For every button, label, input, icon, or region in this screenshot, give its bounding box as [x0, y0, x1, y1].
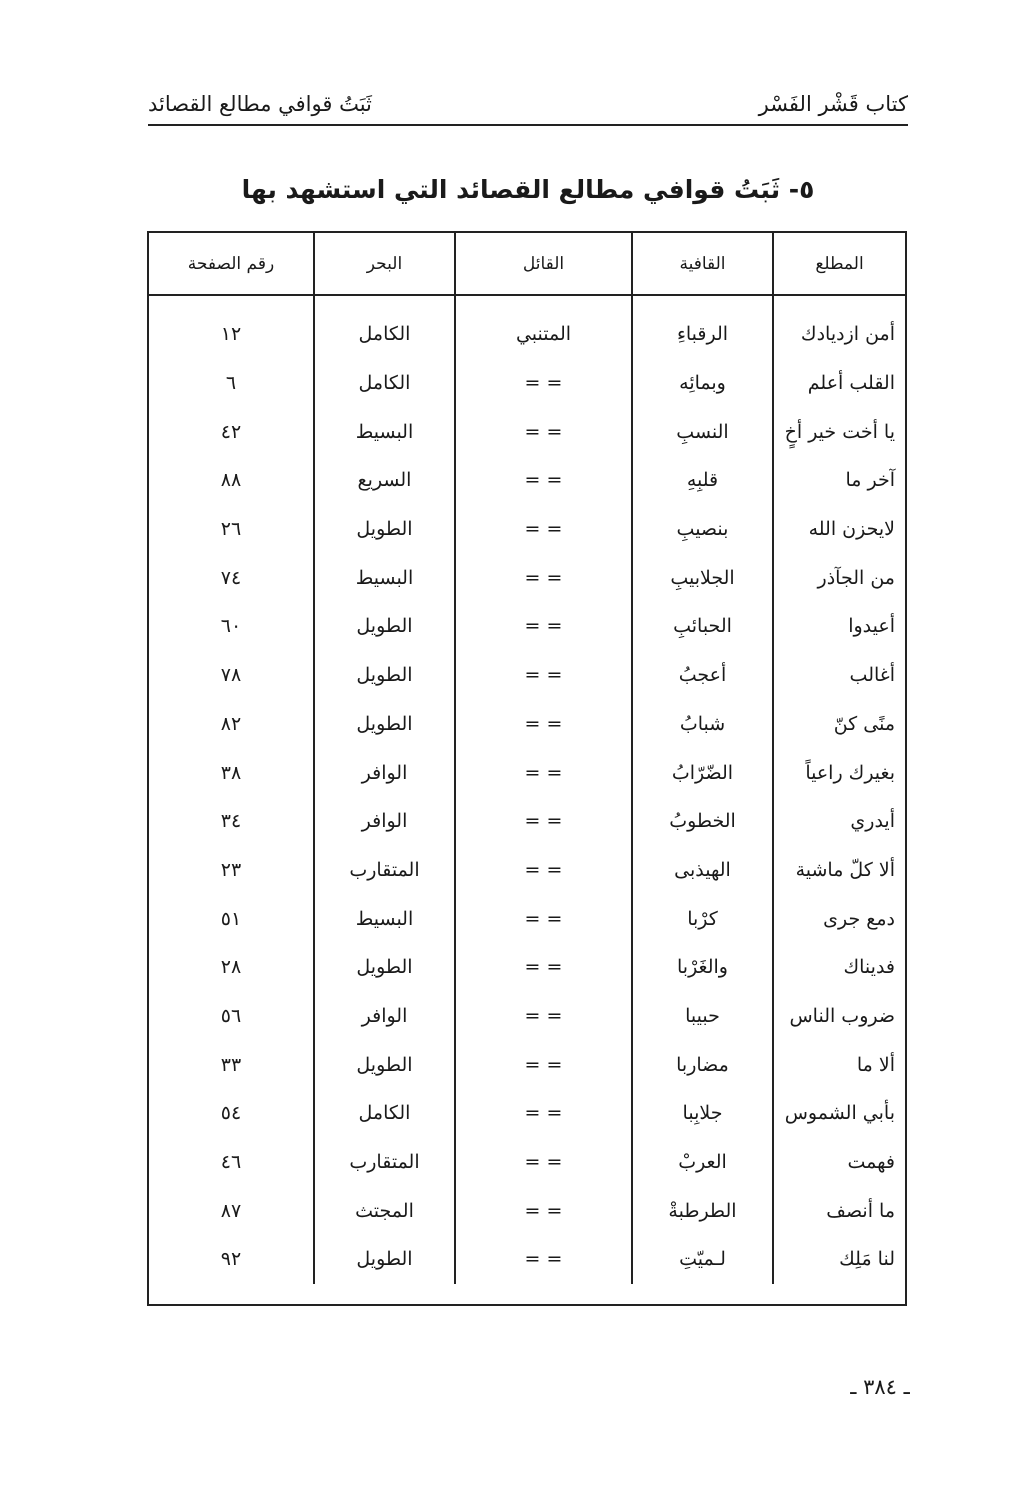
- table-row: [149, 359, 905, 408]
- cell-qael: = =: [455, 651, 632, 700]
- column-header-qafia: القافية: [632, 233, 773, 295]
- cell-bahr: المتقارب: [314, 846, 455, 895]
- cell-qafia: حبيبا: [632, 992, 773, 1041]
- cell-qafia: الخطوبُ: [632, 797, 773, 846]
- table-row: [149, 407, 905, 456]
- cell-page: ٨٢: [220, 712, 242, 735]
- cell-matla: أعيدوا: [773, 602, 905, 651]
- table-row: [149, 1089, 905, 1138]
- cell-page: ٧٨: [220, 664, 242, 687]
- cell-bahr: الكامل: [314, 295, 455, 359]
- cell-matla: لايحزن الله: [773, 505, 905, 554]
- column-header-matla: المطلع: [773, 233, 905, 295]
- cell-qafia: قلبِهِ: [632, 456, 773, 505]
- cell-matla: فديناك: [773, 943, 905, 992]
- cell-bahr: الكامل: [314, 1089, 455, 1138]
- cell-matla: ألا كلّ ماشية: [773, 846, 905, 895]
- cell-page: ٤٢: [220, 420, 242, 443]
- cell-page: ٥١: [220, 907, 242, 930]
- cell-qael: = =: [455, 797, 632, 846]
- cell-matla: لنا مَلِك: [773, 1235, 905, 1284]
- cell-qafia: جلابِبا: [632, 1089, 773, 1138]
- cell-qael: = =: [455, 748, 632, 797]
- cell-matla: ألا ما: [773, 1040, 905, 1089]
- cell-matla: آخر ما: [773, 456, 905, 505]
- cell-matla: ما أنصف: [773, 1186, 905, 1235]
- book-title: كتاب قَشْر الفَسْر: [758, 92, 908, 116]
- cell-page: ٥٤: [220, 1102, 242, 1125]
- cell-matla: ضروب الناس: [773, 992, 905, 1041]
- section-running-title: ثَبَتُ قوافي مطالع القصائد: [148, 92, 372, 116]
- table-row: [149, 553, 905, 602]
- table-row: [149, 992, 905, 1041]
- table-row: [149, 651, 905, 700]
- cell-matla: يا أخت خير أخٍ: [773, 407, 905, 456]
- cell-page: ٢٦: [220, 518, 242, 541]
- table-row: [149, 700, 905, 749]
- cell-bahr: الطويل: [314, 651, 455, 700]
- table-row: [149, 748, 905, 797]
- cell-page: ٣٣: [220, 1053, 242, 1076]
- cell-qafia: مضاربا: [632, 1040, 773, 1089]
- running-header: [148, 88, 908, 126]
- cell-page: ٣٨: [220, 761, 242, 784]
- cell-qael: = =: [455, 602, 632, 651]
- cell-matla: بأبي الشموس: [773, 1089, 905, 1138]
- cell-matla: أيدري: [773, 797, 905, 846]
- cell-bahr: الطويل: [314, 1235, 455, 1284]
- table-row: [149, 1186, 905, 1235]
- table-row: [149, 1235, 905, 1284]
- cell-page: ٣٤: [220, 810, 242, 833]
- cell-qael: = =: [455, 456, 632, 505]
- cell-qael: = =: [455, 1089, 632, 1138]
- cell-bahr: الطويل: [314, 943, 455, 992]
- column-header-bahr: البحر: [314, 233, 455, 295]
- section-title: ٥- ثَبَتُ قوافي مطالع القصائد التي استشهد بها: [241, 175, 815, 204]
- cell-page: ٢٨: [220, 956, 242, 979]
- cell-bahr: الطويل: [314, 602, 455, 651]
- table-row: [149, 846, 905, 895]
- table-row: [149, 295, 905, 359]
- cell-qafia: الهيذبى: [632, 846, 773, 895]
- cell-bahr: الطويل: [314, 505, 455, 554]
- cell-bahr: البسيط: [314, 553, 455, 602]
- table-row: [149, 1138, 905, 1187]
- cell-qafia: لـميّتِ: [632, 1235, 773, 1284]
- cell-qael: = =: [455, 505, 632, 554]
- cell-qafia: النسبِ: [632, 407, 773, 456]
- table-row: [149, 943, 905, 992]
- cell-page: ٦: [225, 372, 237, 395]
- cell-qael: = =: [455, 553, 632, 602]
- cell-bahr: الوافر: [314, 797, 455, 846]
- cell-qafia: الرقباءِ: [632, 295, 773, 359]
- cell-page: ٤٦: [220, 1151, 242, 1174]
- cell-page: ٢٣: [220, 858, 242, 881]
- cell-qael: = =: [455, 894, 632, 943]
- cell-qafia: الطرطبةْ: [632, 1186, 773, 1235]
- cell-matla: من الجآذر: [773, 553, 905, 602]
- cell-matla: فهمت: [773, 1138, 905, 1187]
- table-row: [149, 894, 905, 943]
- cell-qafia: بنصيبِ: [632, 505, 773, 554]
- cell-qafia: الحبائبِ: [632, 602, 773, 651]
- cell-matla: منًى كنّ: [773, 700, 905, 749]
- cell-qael: = =: [455, 992, 632, 1041]
- cell-page: ٥٦: [220, 1004, 242, 1027]
- cell-qael: = =: [455, 1040, 632, 1089]
- cell-bahr: الطويل: [314, 1040, 455, 1089]
- table-row: [149, 456, 905, 505]
- cell-bahr: الوافر: [314, 748, 455, 797]
- cell-qafia: والغَرْبا: [632, 943, 773, 992]
- cell-bahr: الكامل: [314, 359, 455, 408]
- cell-qael: المتنبي: [455, 295, 632, 359]
- cell-bahr: المتقارب: [314, 1138, 455, 1187]
- cell-qael: = =: [455, 1138, 632, 1187]
- cell-matla: القلب أعلم: [773, 359, 905, 408]
- cell-bahr: الوافر: [314, 992, 455, 1041]
- cell-qafia: العربْ: [632, 1138, 773, 1187]
- cell-matla: أغالب: [773, 651, 905, 700]
- cell-bahr: البسيط: [314, 894, 455, 943]
- table-row: [149, 505, 905, 554]
- cell-page: ٩٢: [220, 1248, 242, 1271]
- page-number: ـ ٣٨٤ ـ: [850, 1375, 910, 1399]
- cell-matla: بغيرك راعياً: [773, 748, 905, 797]
- cell-bahr: الطويل: [314, 700, 455, 749]
- column-header-qael: القائل: [455, 233, 632, 295]
- cell-page: ٨٨: [220, 469, 242, 492]
- table-row: [149, 1040, 905, 1089]
- cell-qafia: أعجبُ: [632, 651, 773, 700]
- column-header-page: رقم الصفحة: [149, 233, 314, 295]
- cell-qael: = =: [455, 846, 632, 895]
- cell-qafia: الضّرّابُ: [632, 748, 773, 797]
- cell-bahr: السريع: [314, 456, 455, 505]
- cell-qafia: وبمائِه: [632, 359, 773, 408]
- cell-qael: = =: [455, 1186, 632, 1235]
- rhymes-table: [147, 231, 907, 1306]
- cell-bahr: المجتث: [314, 1186, 455, 1235]
- cell-qael: = =: [455, 700, 632, 749]
- table-row: [149, 602, 905, 651]
- cell-page: ١٢: [220, 323, 242, 346]
- cell-qafia: كرْبا: [632, 894, 773, 943]
- table-header-row: [149, 233, 905, 295]
- cell-page: ٦٠: [220, 615, 242, 638]
- cell-qafia: الجلابيبِ: [632, 553, 773, 602]
- cell-matla: أمن ازديادك: [773, 295, 905, 359]
- cell-page: ٨٧: [220, 1199, 242, 1222]
- cell-qael: = =: [455, 359, 632, 408]
- table-row: [149, 797, 905, 846]
- cell-qafia: شبابُ: [632, 700, 773, 749]
- cell-bahr: البسيط: [314, 407, 455, 456]
- cell-qael: = =: [455, 407, 632, 456]
- cell-page: ٧٤: [220, 566, 242, 589]
- cell-matla: دمع جرى: [773, 894, 905, 943]
- cell-qael: = =: [455, 1235, 632, 1284]
- cell-qael: = =: [455, 943, 632, 992]
